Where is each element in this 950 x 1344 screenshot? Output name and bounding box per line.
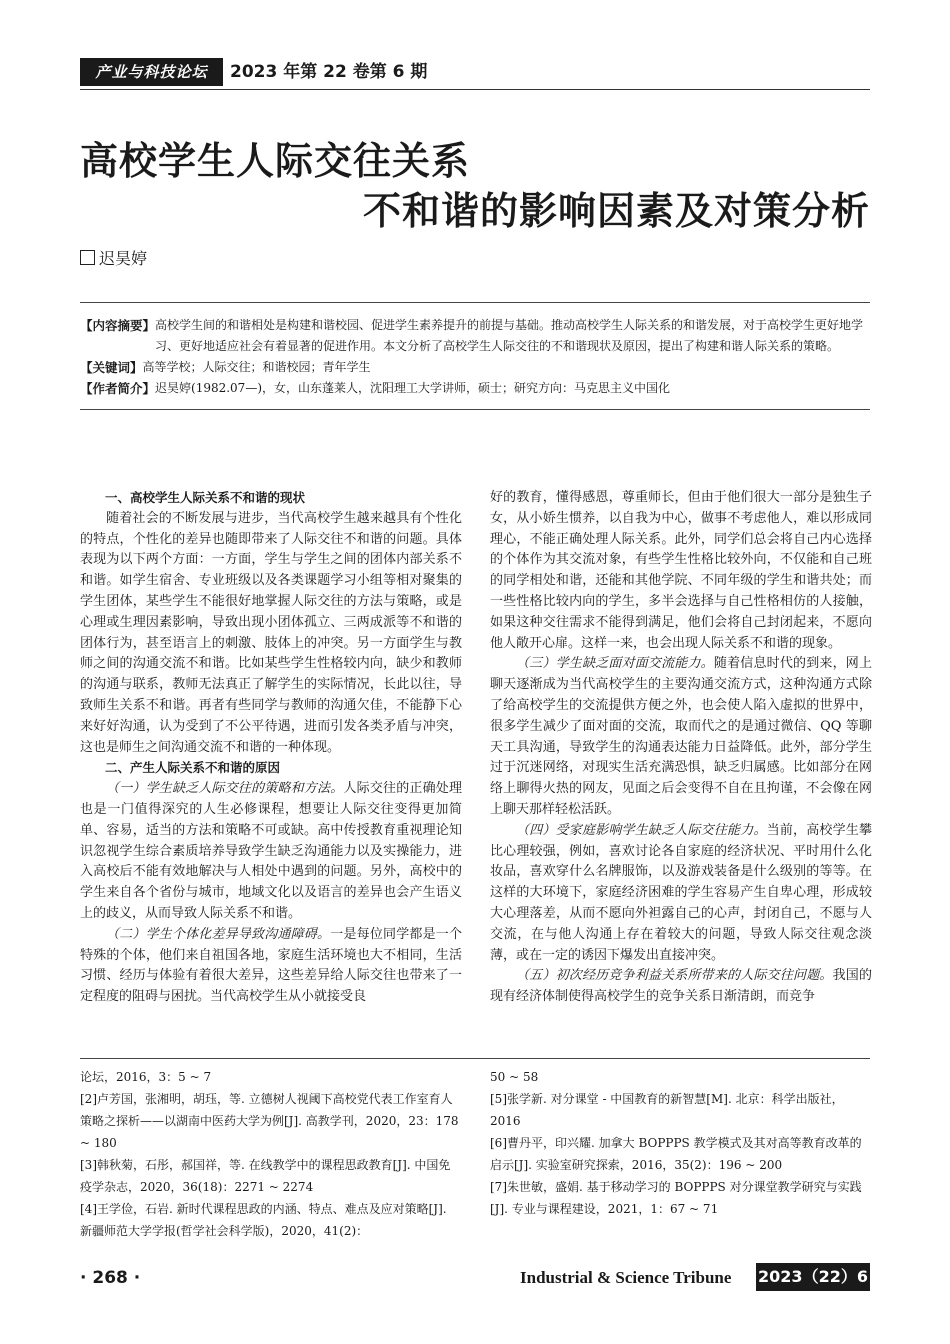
page-number: · 268 · [80,1268,141,1288]
paragraph: 好的教育，懂得感恩，尊重师长，但由于他们很大一部分是独生子女，从小娇生惯养，以自我为中心，做事不考虑他人，难以形成同理心，不能正确处理人际关系。此外，同学们总会将自己内心选择的个体作为其交流对象，有些学生性格比较外向，不仅能和自己班的同学相处和谐，还能和其他学院、不同年级的学生和谐共处；而一些性格比较内向的学生，多半会选择与自己性格相仿的人接触，如果这种交往需求不能得到满足，他们会将自己封闭起来，不愿向他人敞开心扉。这样一来，也会出现人际关系不和谐的现象。 [490,490,872,651]
paragraph-text: 随着信息时代的到来，网上聊天逐渐成为当代高校学生的主要沟通交流方式，这种沟通方式除了给高校学生的交流提供方便之外，也会使人陷入虚拟的世界中，很多学生减少了面对面的交流，取而代之的是通过微信、QQ 等聊天工具沟通，导致学生的沟通表达能力日益降低。此外，部分学生过于沉迷网络，对现实生活充满恐惧，缺乏归属感。比如部分在网络上聊得火热的网友，见面之后会变得不自在且拘谨，不会像在网上聊天那样轻松活跃。 [490,656,872,817]
reference-item: [7]朱世敏，盛娟. 基于移动学习的 BOPPPS 对分课堂教学研究与实践[J]. 专业与课程建设，2021，1：67 ~ 71 [490,1180,862,1216]
reference-item: [4]王学俭，石岩. 新时代课程思政的内涵、特点、难点及应对策略[J]. 新疆师范大学学报(哲学社会科学版)，2020，41(2)： [80,1202,447,1238]
subsection-lead: （五）初次经历竞争利益关系所带来的人际交往问题。 [516,968,833,984]
keywords-text: 高等学校；人际交往；和谐校园；青年学生 [142,360,371,374]
journal-name-english: Industrial & Science Tribune [520,1268,732,1287]
body-column-right [490,488,872,1008]
paragraph [80,779,462,925]
author-byline [80,246,147,269]
reference-item: [3]韩秋菊，石彤，郝国祥，等. 在线教学中的课程思政教育[J]. 中国免疫学杂志，2020，36(18)：2271 ~ 2274 [80,1158,451,1194]
references-left [80,1066,462,1242]
summary-text: 高校学生间的和谐相处是构建和谐校园、促进学生素养提升的前提与基础。推动高校学生人际关系的和谐发展，对于高校学生更好地学习、更好地适应社会有着显著的促进作用。本文分析了高校学生人际交往的不和谐现状及原因，提出了构建和谐人际关系的策略。 [155,318,864,353]
header-divider [80,89,870,90]
abstract-author-info [80,378,870,399]
body-column-left [80,488,462,1008]
keywords-label: 【关键词】 [80,360,143,375]
subsection-lead: （三）学生缺乏面对面交流能力。 [516,656,714,672]
article-title-line2: 不和谐的影响因素及对策分析 [362,188,870,233]
reference-item: [5]张学新. 对分课堂 - 中国教育的新智慧[M]. 北京：科学出版社，2016 [490,1092,844,1128]
journal-name: 产业与科技论坛 [80,58,223,86]
abstract-block [80,302,870,410]
paragraph [80,925,462,1008]
author-info-text: 迟昊婷(1982.07—)，女，山东蓬莱人，沈阳理工大学讲师，硕士；研究方向：马克思主义中国化 [155,381,671,395]
section-heading: 二、产生人际关系不和谐的原因 [105,760,281,776]
paragraph-text: 人际交往的正确处理也是一门值得深究的人生必修课程，想要让人际交往变得更加简单、容易，适当的方法和策略不可或缺。高中传授教育重视理论知识忽视学生综合素质培养导致学生缺乏沟通能力以及实操能力，进入高校后不能有效地解决与人相处中遇到的问题。另外，高校中的学生来自各个省份与城市，地域文化以及语言的差异也会产生语义上的歧义，从而导致人际关系不和谐。 [80,781,462,921]
paragraph-text: 我国的现有经济体制使得高校学生的竞争关系日渐清朗，而竞争 [490,968,872,1005]
page-header [80,58,870,86]
reference-item: 50 ~ 58 [490,1070,539,1084]
paragraph-text: 一是每位同学都是一个特殊的个体，他们来自祖国各地，家庭生活环境也大不相同，生活习惯、经历与体验有着很大差异，这些差异给人际交往也带来了一定程度的阻碍与困扰。当代高校学生从小就接受良 [80,926,462,1005]
paragraph [490,821,872,967]
reference-item: 论坛，2016，3：5 ~ 7 [80,1070,212,1084]
subsection-lead: （二）学生个体化差异导致沟通障碍。 [106,926,331,942]
references-right [490,1066,872,1220]
footer-issue-badge: 2023（22）6 [756,1263,870,1291]
subsection-lead: （一）学生缺乏人际交往的策略和方法。 [106,781,344,797]
reference-item: [2]卢芳国，张湘明，胡珏，等. 立德树人视阈下高校党代表工作室育人策略之探析——以湖南中医药大学为例[J]. 高教学刊，2020，23：178 ~ 180 [80,1092,459,1150]
paragraph: 随着社会的不断发展与进步，当代高校学生越来越具有个性化的特点，个性化的差异也随即带来了人际交往不和谐的问题。具体表现为以下两个方面：一方面，学生与学生之间的团体内部关系不和谐。如学生宿舍、专业班级以及各类课题学习小组等相对聚集的学生团体，某些学生不能很好地掌握人际交往的方法与策略，或是心理或生理因素影响，导致出现小团体孤立、三两成派等不和谐的团体行为，甚至语言上的刺激、肢体上的冲突。另一方面学生与教师之间的沟通交流不和谐。比如某些学生性格较内向，缺少和教师的沟通与联系，教师无法真正了解学生的实际情况，长此以往，导致师生关系不和谐。再者有些同学与教师的沟通欠佳，不能静下心来好好沟通，认为受到了不公平待遇，进而引发各类矛盾与冲突，这也是师生之间沟通交流不和谐的一种体现。 [80,510,462,755]
abstract-summary [80,315,870,357]
reference-item: [6]曹丹平，印兴耀. 加拿大 BOPPPS 教学模式及其对高等教育改革的启示[J]. 实验室研究探索，2016，35(2)：196 ~ 200 [490,1136,862,1172]
author-info-label: 【作者简介】 [80,381,156,396]
paragraph-text: 当前，高校学生攀比心理较强，例如，喜欢讨论各自家庭的经济状况、平时用什么化妆品，喜欢穿什么名牌服饰，以及游戏装备是什么级别的等等。在这样的大环境下，家庭经济困难的学生容易产生自卑心理，形成较大心理落差，从而不愿向外袒露自己的心声，封闭自己，不愿与人交流，在与他人沟通上存在着较大的问题，导致人际交往观念淡薄，或在一定的诱因下爆发出直接冲突。 [490,822,872,963]
square-icon [80,250,95,265]
article-title-line1: 高校学生人际交往关系 [80,138,471,183]
section-heading: 一、高校学生人际关系不和谐的现状 [105,490,306,505]
author-name: 迟昊婷 [99,249,148,268]
abstract-keywords [80,357,870,378]
subsection-lead: （四）受家庭影响学生缺乏人际交往能力。 [516,822,767,838]
summary-label: 【内容摘要】 [80,318,156,333]
paragraph [490,966,872,1008]
issue-info: 2023 年第 22 卷第 6 期 [230,62,428,82]
references-divider [80,1058,870,1059]
paragraph [490,654,872,820]
